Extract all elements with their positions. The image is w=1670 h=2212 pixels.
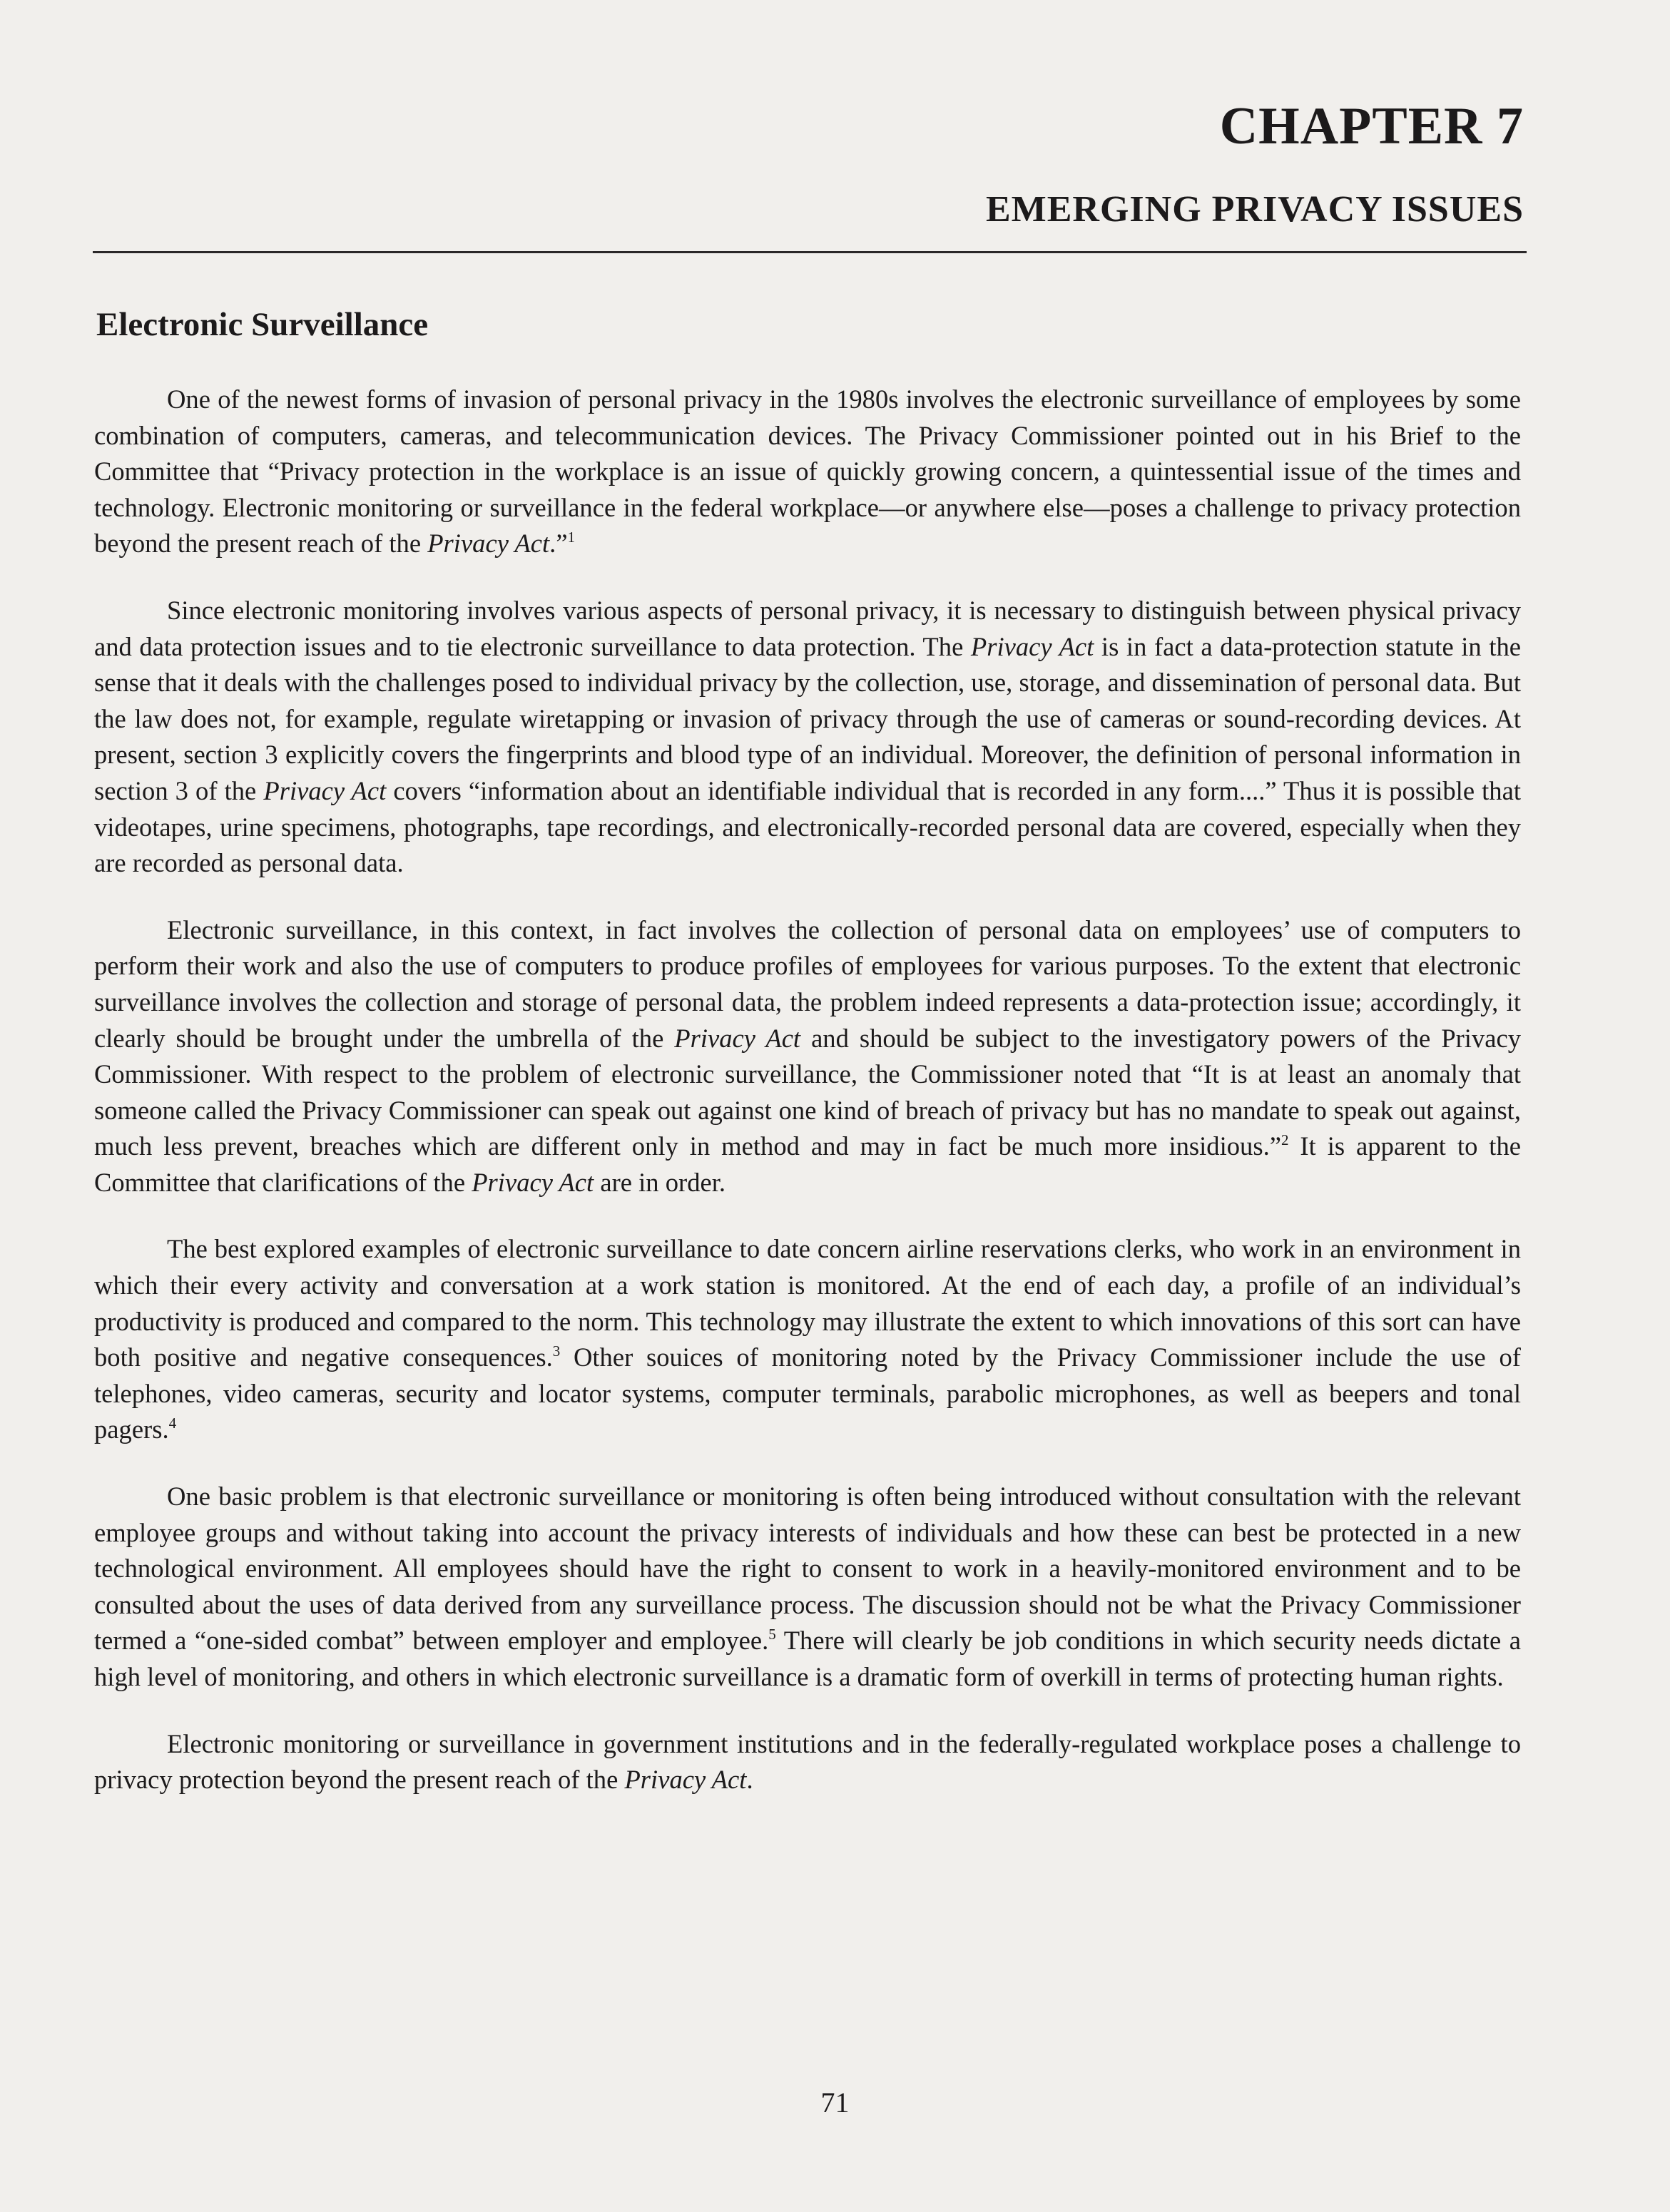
text-run: It is apparent to the Committee that clarifications of the — [94, 1131, 1521, 1197]
text-run: One basic problem is that electronic surveillance or monitoring is often being introduced without consultation with the relevant employee groups and without taking into account the privacy interests of individuals and how these can best be protected in a new technological environment. All employees should have the right to consent to work in a heavily-monitored environment and to be consulted about the uses of data derived from any surveillance process. The discussion should not be what the Privacy Commissioner termed a “one-sided combat” between employer and employee. — [94, 1482, 1521, 1656]
chapter-number: CHAPTER 7 — [1219, 97, 1524, 156]
footnote-marker: 5 — [768, 1626, 776, 1643]
text-run: Electronic monitoring or surveillance in government institutions and in the federally-regulated workplace poses a challenge to privacy protection beyond the present reach of the — [94, 1728, 1521, 1795]
italic-text: Privacy Act — [674, 1023, 801, 1053]
footnote-marker: 1 — [567, 529, 576, 546]
body-paragraph — [94, 1231, 1521, 1448]
header-divider — [93, 251, 1527, 253]
italic-text: Privacy Act — [427, 529, 550, 559]
body-paragraph — [94, 912, 1521, 1201]
text-run: There will clearly be job conditions in which security needs dictate a high level of monitoring, and others in which electronic surveillance is a dramatic form of overkill in terms of protecting human rights. — [94, 1626, 1522, 1691]
text-run: covers “information about an identifiable individual that is recorded in any form....” Thus it is possible that videotapes, urine specimens, photographs, tape recordings, and electronically-recorded personal data are covered, especially when they are recorded as personal data. — [94, 775, 1521, 878]
footnote-marker: 4 — [168, 1415, 177, 1432]
body-paragraph — [94, 382, 1521, 562]
italic-text: Privacy Act — [472, 1167, 594, 1197]
text-run: . — [746, 1765, 753, 1795]
italic-text: Privacy Act — [263, 775, 387, 805]
italic-text: Privacy Act — [970, 631, 1094, 661]
body-text — [94, 382, 1521, 1798]
footnote-marker: 3 — [552, 1342, 561, 1360]
body-paragraph — [94, 1479, 1521, 1696]
body-paragraph — [94, 593, 1521, 882]
text-run: Other souices of monitoring noted by the Privacy Commissioner include the use of telephones, video cameras, security and locator systems, computer terminals, parabolic microphones, as well as beepers and tonal pagers. — [94, 1342, 1521, 1444]
text-run: .” — [549, 529, 568, 559]
text-run: The best explored examples of electronic surveillance to date concern airline reservations clerks, who work in an environment in which their every activity and conversation at a work station is monitored. At the end of each day, a profile of an individual’s productivity is produced and compared to the norm. This technology may illustrate the extent to which innovations of this sort can have both positive and negative consequences. — [94, 1234, 1521, 1372]
body-paragraph — [94, 1726, 1521, 1798]
page-number: 71 — [820, 2086, 850, 2119]
italic-text: Privacy Act — [624, 1765, 747, 1795]
chapter-title: EMERGING PRIVACY ISSUES — [985, 189, 1524, 230]
text-run: Since electronic monitoring involves various aspects of personal privacy, it is necessary to distinguish between physical privacy and data protection issues and to tie electronic surveillance to data protection. The — [94, 595, 1521, 661]
text-run: and should be subject to the investigatory powers of the Privacy Commissioner. With respect to the problem of electronic surveillance, the Commissioner noted that “It is at least an anomaly that someone called the Privacy Commissioner can speak out against one kind of breach of privacy but has no mandate to speak out against, much less prevent, breaches which are different only in method and may in fact be much more insidious.” — [94, 1023, 1521, 1161]
text-run: One of the newest forms of invasion of personal privacy in the 1980s involves the electronic surveillance of employees by some combination of computers, cameras, and telecommunication devices. The Privacy Commissioner pointed out in his Brief to the Committee that “Privacy protection in the workplace is an issue of quickly growing concern, a quintessential issue of the times and technology. Electronic monitoring or surveillance in the federal workplace—or anywhere else—poses a challenge to privacy protection beyond the present reach of the — [94, 384, 1521, 559]
text-run: Electronic surveillance, in this context, in fact involves the collection of personal data on employees’ use of computers to perform their work and also the use of computers to produce profiles of employees for various purposes. To the extent that electronic surveillance involves the collection and storage of personal data, the problem indeed represents a data-protection issue; accordingly, it clearly should be brought under the umbrella of the — [94, 914, 1521, 1053]
section-heading: Electronic Surveillance — [96, 306, 429, 343]
footnote-marker: 2 — [1280, 1131, 1289, 1149]
text-run: are in order. — [594, 1167, 726, 1197]
text-run: is in fact a data-protection statute in the sense that it deals with the challenges posed to individual privacy by the collection, use, storage, and dissemination of personal data. But the law does not, for example, regulate wiretapping or invasion of privacy through the use of cameras or sound-recording devices. At present, section 3 explicitly covers the fingerprints and blood type of an individual. Moreover, the definition of personal information in section 3 of the — [94, 631, 1522, 805]
